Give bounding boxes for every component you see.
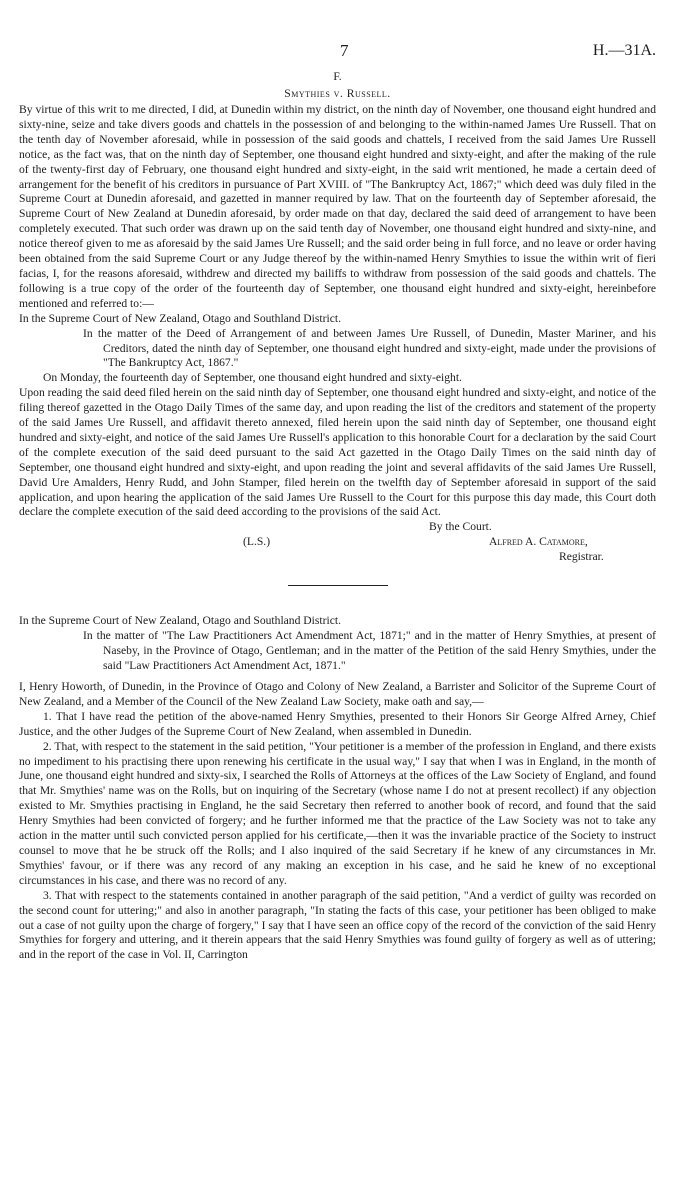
- matter-heading: In the matter of the Deed of Arrangement of and between James Ure Russell, of Dunedin, Master Mariner, and his Creditors, dated the ninth day of September, one thousand eight hundred and sixty-eight, made under the provisions of "The Bankruptcy Act, 1867.": [83, 326, 656, 370]
- registrar-row: [19, 550, 656, 565]
- signatory-name: Alfred A. Catamore,: [489, 535, 588, 549]
- page-number: 7: [340, 41, 349, 60]
- case-title: Smythies v. Russell.: [284, 87, 391, 100]
- court-heading-2: In the Supreme Court of New Zealand, Otago and Southland District.: [19, 614, 341, 628]
- writ-return-paragraph: By virtue of this writ to me directed, I did, at Dunedin within my district, on the ninth day of November, one thousand eight hundred and sixty-nine, seize and take divers goods and chattels in the possession of and belonging to the within-named James Ure Russell. That on the tenth day of November aforesaid, while in possession of the said goods and chattels, I received from the said James Ure Russell notice, as the fact was, that on the ninth day of September, one thousand eight hundred and sixty-eight, and after the making of the rule of the twenty-first day of February, one thousand eight hundred and sixty-eight, in the said writ mentioned, he made a certain deed of arrangement for the benefit of his creditors in pursuance of Part XVIII. of "The Bankruptcy Act, 1867;" which deed was duly filed in the Supreme Court at Dunedin aforesaid, and gazetted in manner required by law. That on the fourteenth day of September aforesaid, the Supreme Court of New Zealand at Dunedin aforesaid, by order made on that day, declared the said deed of arrangement to have been completely executed. That such order was drawn up on the said tenth day of November, one thousand eight hundred and sixty-nine, and notice thereof given to me as aforesaid by the said James Ure Russell; and the said order being in full force, and no leave or order having been obtained from the said Supreme Court or any Judge thereof by the within-named Henry Smythies to issue the within writ of fieri facias, I, for the reasons aforesaid, withdrew and directed my bailiffs to withdraw from possession of the said goods and chattels. The following is a true copy of the order of the fourteenth day of September, one thousand eight hundred and sixty-eight, hereinbefore mentioned and referred to:—: [19, 103, 656, 310]
- order-date: On Monday, the fourteenth day of September, one thousand eight hundred and sixty-eight.: [43, 371, 462, 385]
- court-heading: In the Supreme Court of New Zealand, Otago and Southland District.: [19, 311, 341, 325]
- page-header: [0, 41, 700, 68]
- by-the-court: By the Court.: [429, 520, 492, 534]
- seal-signature-row: [19, 535, 656, 550]
- page-reference: H.—31A.: [592, 42, 656, 59]
- order-body: Upon reading the said deed filed herein on the said ninth day of September, one thousand eight hundred and sixty-eight, and notice of the filing thereof gazetted in the Otago Daily Times of the same day, and upon reading the list of the creditors and statement of the property of the said James Ure Russell, and affidavit thereto annexed, filed herein upon the said ninth day of September, one thousand eight hundred and sixty-eight, and notice of the said James Ure Russell's application to this honorable Court for a declaration by the said Court of the complete execution of the said deed pursuant to the said Act gazetted in the Otago Daily Times on the said ninth day of September, one thousand eight hundred and sixty-eight, and upon reading the joint and several affidavits of the said James Ure Russell, David Ure Amalders, Henry Rudd, and John Stamper, filed herein on the twelfth day of September aforesaid in support of the said application, and upon hearing the application of the said James Ure Russell to the Court for this purpose this day made, this Court doth declare the complete execution of the said deed according to the provisions of the said Act.: [19, 386, 656, 519]
- affidavit-paragraph-3: 3. That with respect to the statements contained in another paragraph of the said petition, "And a verdict of guilty was recorded on the second count for uttering;" and also in another paragraph, "In stating the facts of this case, your petitioner has been obliged to make out a case of not guilty upon the charge of forgery," I say that I have seen an office copy of the record of the conviction of the said Henry Smythies for forgery and uttering, and it therein appears that the said Henry Smythies was found guilty of forgery as well as of uttering; and in the report of the case in Vol. II, Carrington: [19, 888, 656, 962]
- section-letter: F.: [333, 71, 342, 83]
- affidavit-paragraph-1: 1. That I have read the petition of the above-named Henry Smythies, presented to their Honors Sir George Alfred Arney, Chief Justice, and the other Judges of the Supreme Court of New Zealand, when assembled in Dunedin.: [19, 709, 656, 738]
- by-the-court-row: [19, 520, 656, 535]
- section-divider: [288, 585, 388, 586]
- signatory-title: Registrar.: [559, 550, 604, 564]
- affidavit-intro: I, Henry Howorth, of Dunedin, in the Province of Otago and Colony of New Zealand, a Barrister and Solicitor of the Supreme Court of New Zealand, and a Member of the Council of the New Zealand Law Society, make oath and say,—: [19, 680, 656, 708]
- seal-mark: (L.S.): [243, 535, 271, 549]
- affidavit-paragraph-2: 2. That, with respect to the statement in the said petition, "Your petitioner is a member of the profession in England, and there exists no impediment to his practising there upon renewing his certificate in the usual way," I say that when I was in England, in the month of June, one thousand eight hundred and sixty-six, I searched the Rolls of Attorneys at the offices of the Law Society of England, and found that Mr. Smythies' name was on the Rolls, but on inquiring of the Secretary (whose name I do not at present recollect) if any objection existed to Mr. Smythies practising in England, he the said Secretary then referred to another book of record, and found that the said Henry Smythies had been convicted of forgery; and he further informed me that the practice of the Law Society was not to take any action in the matter until such convicted person applied for his certificate,—then it was the invariable practice of the Society to instruct counsel to move that he be struck off the Rolls; and I also inquired of the said Secretary if he knew of any circumstances in Mr. Smythies' favour, or if there was any record of any making an exception in his case, and he said he knew of no exceptional circumstances in his case, and there was no record of any.: [19, 739, 656, 887]
- matter-heading-2: In the matter of "The Law Practitioners Act Amendment Act, 1871;" and in the matter of Henry Smythies, at present of Naseby, in the Province of Otago, Gentleman; and in the matter of the Petition of the said Henry Smythies, under the said "Law Practitioners Act Amendment Act, 1871.": [83, 629, 656, 673]
